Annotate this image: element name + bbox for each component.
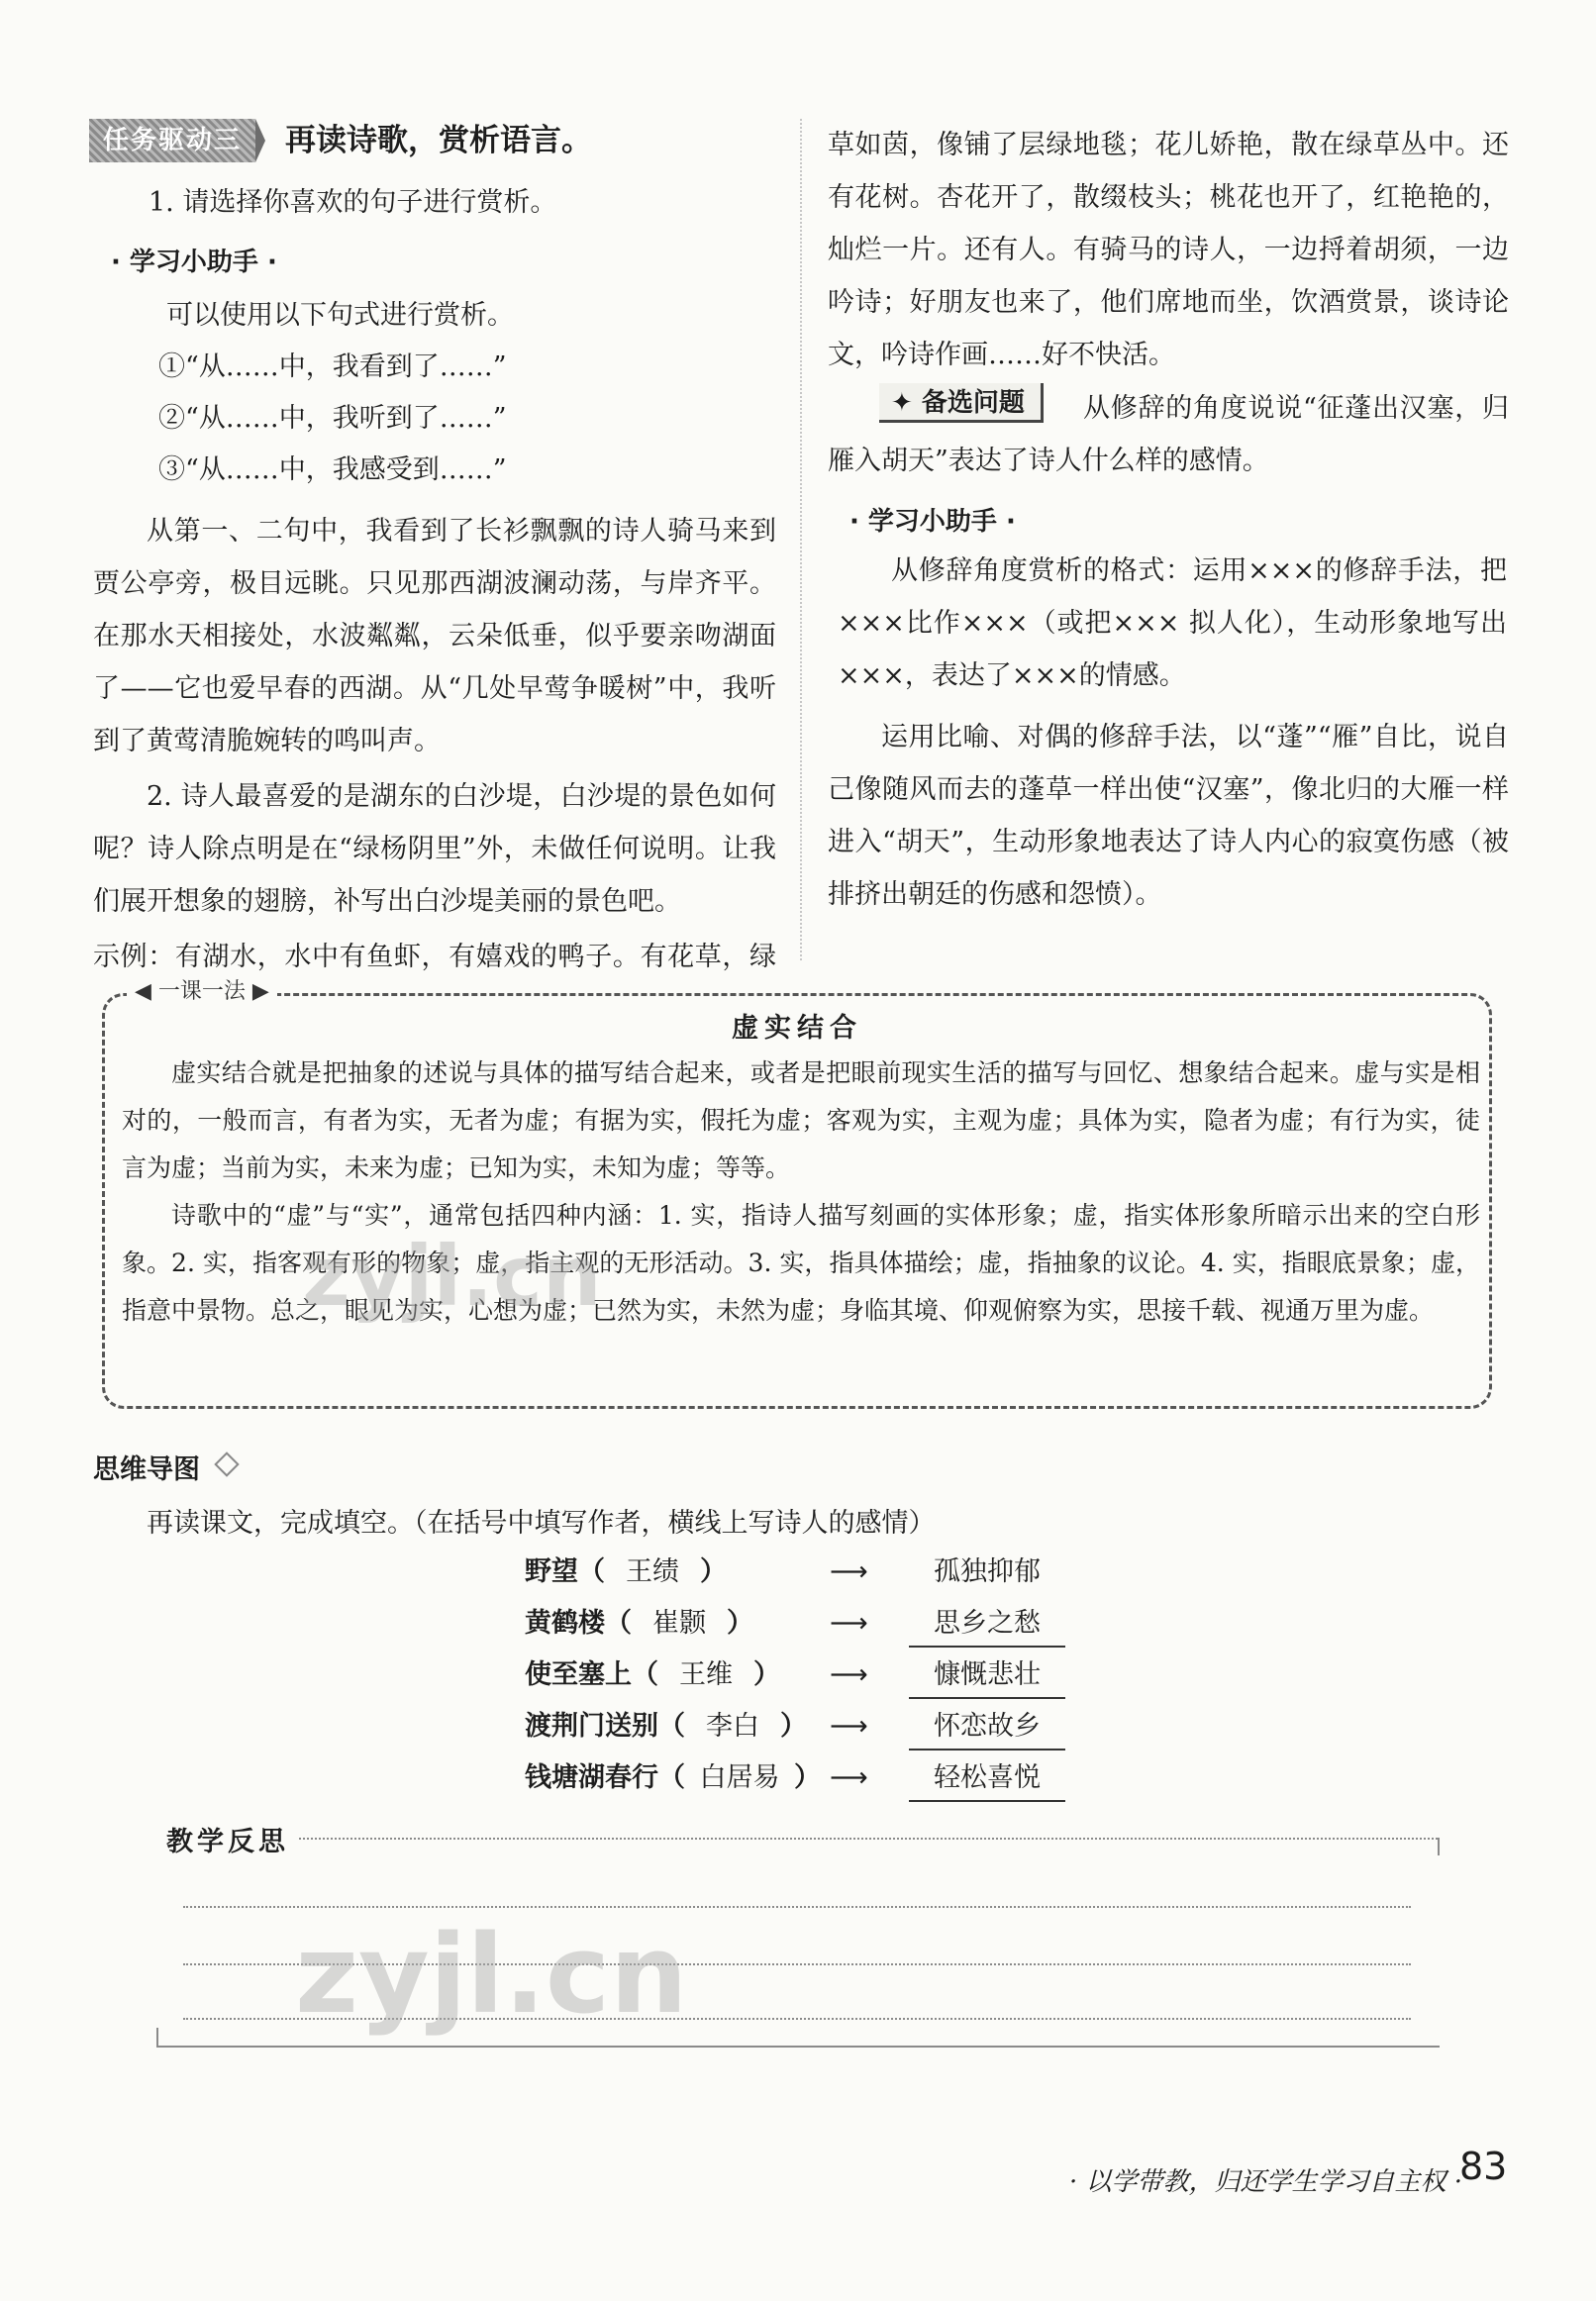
mindmap-row	[525, 1756, 1079, 1800]
method-paragraph-1: 虚实结合就是把抽象的述说与具体的描写结合起来，或者是把眼前现实生活的描写与回忆、想象结合起来。虚与实是相对的，一般而言，有者为实，无者为虚；有据为实，假托为虚；客观为实，主观为虚；具体为实，隐者为虚；有行为实，徒言为虚；当前为实，未来为虚；已知为实，未知为虚；等等。	[122, 1058, 1480, 1182]
diamond-icon	[214, 1451, 239, 1476]
arrow-icon: ⟶	[830, 1762, 868, 1793]
reflection-rule-start	[156, 2028, 158, 2046]
footer-slogan: · 以学带教，归还学生学习自主权 ·	[1069, 2167, 1463, 2197]
mindmap-row	[525, 1705, 1079, 1749]
mindmap-instruction: 再读课文，完成填空。（在括号中填写作者，横线上写诗人的感情）	[147, 1508, 936, 1539]
mindmap-title: 思维导图	[93, 1454, 200, 1485]
question-2: 2. 诗人最喜爱的是湖东的白沙堤，白沙堤的景色如何呢？诗人除点明是在“绿杨阴里”外，未做任何说明。让我们展开想象的翅膀，补写出白沙堤美丽的景色吧。	[93, 781, 776, 917]
author-answer: 李白	[706, 1711, 759, 1742]
pattern-3: ③“从……中，我感受到……”	[158, 454, 507, 485]
author-answer: 王维	[679, 1659, 733, 1690]
spare-answer: 运用比喻、对偶的修辞手法，以“蓬”“雁”自比，说自己像随风而去的蓬草一样出使“汉塞”，像北归的大雁一样进入“胡天”，生动形象地表达了诗人内心的寂寞伤感（被排挤出朝廷的伤感和怨愤）。	[828, 722, 1509, 910]
spare-question: 从修辞的角度说说“征蓬出汉塞，归雁入胡天”表达了诗人什么样的感情。	[828, 393, 1509, 476]
feeling-answer: 思乡之愁	[909, 1602, 1065, 1648]
reflection-title: 教学反思	[166, 1827, 289, 1857]
poem-title: 野望（ 王绩 ）	[525, 1551, 727, 1594]
question-1: 1. 请选择你喜欢的句子进行赏析。	[149, 187, 557, 218]
feeling-answer: 孤独抑郁	[934, 1556, 1041, 1587]
reflection-rule	[299, 1838, 1438, 1840]
feeling-answer: 慷慨悲壮	[909, 1653, 1065, 1699]
reflection-bottom-rule	[156, 2046, 1440, 2048]
feeling-answer: 轻松喜悦	[909, 1756, 1065, 1802]
watermark: zyjl.cn	[302, 1228, 602, 1325]
arrow-icon: ⟶	[830, 1608, 868, 1639]
example-text-part1: 示例：有湖水，水中有鱼虾，有嬉戏的鸭子。有花草，绿	[93, 942, 776, 972]
spare-question-tag-label: 备选问题	[921, 388, 1025, 418]
mindmap-row	[525, 1653, 1079, 1697]
poem-title: 黄鹤楼（ 崔颢 ）	[525, 1602, 753, 1646]
answer-1: 从第一、二句中，我看到了长衫飘飘的诗人骑马来到贾公亭旁，极目远眺。只见那西湖波澜动荡，与岸齐平。在那水天相接处，水波粼粼，云朵低垂，似乎要亲吻湖面了——它也爱早春的西湖。从“几处早莺争暖树”中，我听到了黄莺清脆婉转的鸣叫声。	[93, 516, 776, 756]
study-helper-label: · 学习小助手 ·	[111, 248, 277, 277]
rhetoric-format: 从修辞角度赏析的格式：运用×××的修辞手法，把×××比作×××（或把××× 拟人化），生动形象地写出×××，表达了×××的情感。	[838, 555, 1507, 691]
method-tag: ◀ 一课一法 ▶	[127, 977, 277, 1007]
task-title: 再读诗歌，赏析语言。	[285, 123, 592, 158]
author-answer: 白居易	[699, 1762, 780, 1793]
writing-line	[183, 1906, 1411, 1908]
author-answer: 崔颢	[652, 1608, 706, 1639]
watermark: zyjl.cn	[295, 1911, 688, 2038]
pattern-2: ②“从……中，我听到了……”	[158, 403, 507, 434]
feeling-answer: 怀恋故乡	[909, 1705, 1065, 1751]
task-badge-arrow-icon	[255, 119, 265, 162]
poem-title: 钱塘湖春行（ 白居易 ）	[525, 1756, 821, 1800]
method-title: 虚实结合	[732, 1013, 862, 1044]
helper-intro: 可以使用以下句式进行赏析。	[166, 300, 514, 331]
reflection-rule-end	[1438, 1838, 1440, 1855]
star-icon: ✦	[891, 388, 913, 418]
arrow-icon: ⟶	[830, 1711, 868, 1742]
example-text-part2: 草如茵，像铺了层绿地毯；花儿娇艳，散在绿草丛中。还有花树。杏花开了，散缀枝头；桃花也开了，红艳艳的，灿烂一片。还有人。有骑马的诗人，一边捋着胡须，一边吟诗；好朋友也来了，他们席地而坐，饮酒赏景，谈诗论文，吟诗作画……好不快活。	[828, 130, 1509, 370]
study-helper-label-2: · 学习小助手 ·	[849, 507, 1016, 537]
mindmap-row	[525, 1551, 1079, 1594]
arrow-icon: ⟶	[830, 1556, 868, 1587]
arrow-icon: ⟶	[830, 1659, 868, 1690]
method-paragraph-2: 诗歌中的“虚”与“实”，通常包括四种内涵：1. 实，指诗人描写刻画的实体形象；虚，指实体形象所暗示出来的空白形象。2. 实，指客观有形的物象；虚，指主观的无形活动。3. 实，指具体描绘；虚，指抽象的议论。4. 实，指眼底景象；虚，指意中景物。总之，眼见为实，心想为虚；已然为实，未然为虚；身临其境、仰观俯察为实，思接千载、视通万里为虚。	[122, 1201, 1480, 1325]
page-number: 83	[1459, 2145, 1508, 2188]
mindmap-row	[525, 1602, 1079, 1646]
task-badge: 任务驱动三	[89, 119, 255, 162]
poem-title: 使至塞上（ 王维 ）	[525, 1653, 780, 1697]
column-divider	[800, 119, 802, 960]
poem-title: 渡荆门送别（ 李白 ）	[525, 1705, 807, 1749]
pattern-1: ①“从……中，我看到了……”	[158, 351, 507, 382]
author-answer: 王绩	[626, 1556, 679, 1587]
